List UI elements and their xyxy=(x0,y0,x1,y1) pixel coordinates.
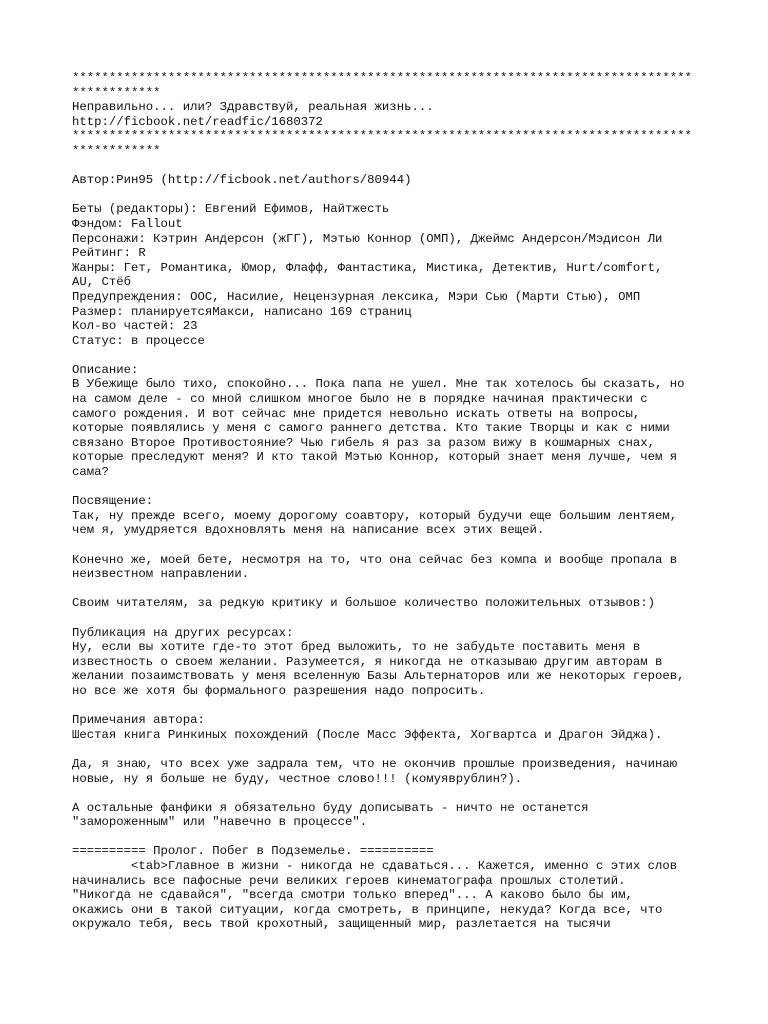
text-line: Статус: в процессе xyxy=(72,333,205,348)
text-line xyxy=(72,830,712,845)
text-line xyxy=(72,480,712,495)
text-line: Предупреждения: OOC, Насилие, Нецензурная лексика, Мэри Сью (Марти Стью), ОМП xyxy=(72,289,641,304)
text-line: Своим читателям, за редкую критику и большое количество положительных отзывов:) xyxy=(72,596,655,611)
text-line: Беты (редакторы): Евгений Ефимов, Найтжесть xyxy=(72,202,390,217)
text-line: Конечно же, моей бете, несмотря на то, что она сейчас без компа и вообще пропала в xyxy=(72,552,678,567)
text-line: ************ xyxy=(72,85,161,100)
text-line: Фэндом: Fallout xyxy=(72,216,183,231)
text-line: связано Второе Противостояние? Чью гибель я раз за разом вижу в кошмарных снах, xyxy=(72,435,655,450)
text-line: неизвестном направлении. xyxy=(72,567,250,582)
text-line: новые, ну я больше не буду, честное слово!!! (комуяврублин?). xyxy=(72,771,523,786)
text-line: Персонажи: Кэтрин Андерсон (жГГ), Мэтью Коннор (ОМП), Джеймс Андерсон/Мэдисон Ли xyxy=(72,231,663,246)
document-page xyxy=(72,71,712,932)
text-line: http://ficbook.net/readfic/1680372 xyxy=(72,114,323,129)
text-line xyxy=(72,699,712,714)
text-line: на самом деле - со мной слишком многое было не в порядке начиная практически с xyxy=(72,392,648,407)
text-line: Да, я знаю, что всех уже задрала тем, что не окончив прошлые произведения, начинаю xyxy=(72,756,678,771)
text-line: Публикация на других ресурсах: xyxy=(72,625,294,640)
text-line: ************************************************************************************ xyxy=(72,129,692,144)
text-line: Шестая книга Ринкиных похождений (После Масс Эффекта, Хогвартса и Драгон Эйджа). xyxy=(72,727,663,742)
text-line: Рейтинг: R xyxy=(72,246,146,261)
text-line: Ну, если вы хотите где-то этот бред выложить, то не забудьте поставить меня в xyxy=(72,640,641,655)
text-line: окажись они в такой ситуации, когда смотреть, в принципе, некуда? Когда все, что xyxy=(72,902,663,917)
text-line: самого рождения. И вот сейчас мне придется невольно искать ответы на вопросы, xyxy=(72,406,641,421)
text-line: <tab>Главное в жизни - никогда не сдаваться... Кажется, именно с этих слов xyxy=(72,859,678,874)
text-line: А остальные фанфики я обязательно буду дописывать - ничто не останется xyxy=(72,800,589,815)
text-line xyxy=(72,611,712,626)
text-line: начинались все пафосные речи великих героев кинематографа прошлых столетий. xyxy=(72,873,626,888)
text-line: Посвящение: xyxy=(72,494,154,509)
text-line xyxy=(72,159,712,174)
text-line xyxy=(72,742,712,757)
text-line: чем я, умудряется вдохновлять меня на написание всех этих вещей. xyxy=(72,523,545,538)
text-line: которые появлялись у меня с самого раннего детства. Кто такие Творцы и как с ними xyxy=(72,421,670,436)
text-line: окружало тебя, весь твой крохотный, защищенный мир, разлетается на тысячи xyxy=(72,917,611,932)
text-line: которые преследуют меня? И кто такой Мэтью Коннор, который знает меня лучше, чем я xyxy=(72,450,678,465)
text-line: Кол-во частей: 23 xyxy=(72,319,198,334)
text-line: В Убежище было тихо, спокойно... Пока папа не ушел. Мне так хотелось бы сказать, но xyxy=(72,377,685,392)
text-line xyxy=(72,582,712,597)
text-line: Неправильно... или? Здравствуй, реальная жизнь... xyxy=(72,100,434,115)
text-line: Описание: xyxy=(72,362,139,377)
text-line: но все же хотя бы формального разрешения надо попросить. xyxy=(72,683,486,698)
text-line: ************ xyxy=(72,143,161,158)
text-line: Автор:Рин95 (http://ficbook.net/authors/80944) xyxy=(72,173,412,188)
text-line xyxy=(72,188,712,203)
text-line: Размер: планируетсяМакси, написано 169 страниц xyxy=(72,304,412,319)
text-line xyxy=(72,538,712,553)
text-line xyxy=(72,786,712,801)
text-line: Так, ну прежде всего, моему дорогому соавтору, который будучи еще большим лентяем, xyxy=(72,508,678,523)
text-line: AU, Стёб xyxy=(72,275,132,290)
text-line: ************************************************************************************ xyxy=(72,71,692,85)
text-line: Жанры: Гет, Романтика, Юмор, Флафф, Фантастика, Мистика, Детектив, Hurt/comfort, xyxy=(72,260,663,275)
text-line: ========== Пролог. Побег в Подземелье. ========== xyxy=(72,844,434,859)
text-line: Примечания автора: xyxy=(72,713,205,728)
text-line: "Никогда не сдавайся", "всегда смотри только вперед"... А каково было бы им, xyxy=(72,888,633,903)
text-line xyxy=(72,348,712,363)
text-line: "замороженным" или "навечно в процессе". xyxy=(72,815,368,830)
text-line: желании позаимствовать у меня вселенную Базы Альтернаторов или же некоторых героев, xyxy=(72,669,685,684)
text-line: сама? xyxy=(72,465,109,480)
text-line: известность о своем желании. Разумеется, я никогда не отказываю другим авторам в xyxy=(72,654,663,669)
